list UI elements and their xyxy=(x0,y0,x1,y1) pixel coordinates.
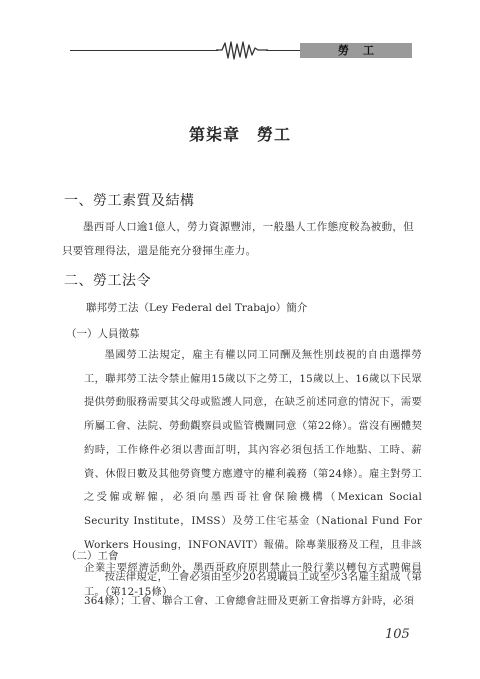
section-heading-2: 二、勞工法令 xyxy=(64,273,151,289)
section1-paragraph: 墨西哥人口逾1億人，勞力資源豐沛，一般墨人工作態度較為被動，但只要管理得法，還是能充分發揮生產力。 xyxy=(62,221,414,257)
running-header xyxy=(0,40,480,64)
chapter-title: 第柒章 勞工 xyxy=(188,125,291,144)
heartbeat-wave-icon xyxy=(216,40,268,62)
subsection-text-1: 墨國勞工法規定，雇主有權以同工同酬及無性別歧視的自由選擇勞工，聯邦勞工法令禁止僱用15歲以下之勞工，15歲以上、16歲以下民眾提供勞動服務需要其父母或監護人同意，在缺乏前述同意的情況下，需要所屬工會、法院、勞動觀察員或監管機關同意（第22條）。當沒有團體契約時，工作條件必須以書面訂明，其內容必須包括工作地點、工時、薪資、休假日數及其他勞資雙方應遵守的權利義務（第24條）。雇主對勞工之受僱或解僱，必須向墨西哥社會保險機構（Mexican Social Security Institute，IMSS）及勞工住宅基金（National Fund For Workers Housing，INFONAVIT）報備。除專業服務及工程，且非該企業主要經濟活動外，墨西哥政府原則禁止一般行業以轉包方式聘僱員工。（第12-15條） xyxy=(84,349,422,599)
chapter-tab-label: 勞工 xyxy=(300,43,412,58)
subsection-label-1: （一）人員徵募 xyxy=(66,328,140,340)
header-rule-right xyxy=(266,50,300,51)
page-number: 105 xyxy=(385,627,410,642)
subsection-text-2: 按法律規定，工會必須由至少20名現職員工或至少3名雇主組成（第364條）；工會、聯合工會、工會總會註冊及更新工會指導方針時，必須 xyxy=(84,571,422,607)
section-heading-1: 一、勞工素質及結構 xyxy=(64,193,195,209)
law-intro: 聯邦勞工法（Ley Federal del Trabajo）簡介 xyxy=(86,302,308,314)
header-rule-left xyxy=(70,50,218,51)
subsection-label-2: （二）工會 xyxy=(66,550,119,562)
